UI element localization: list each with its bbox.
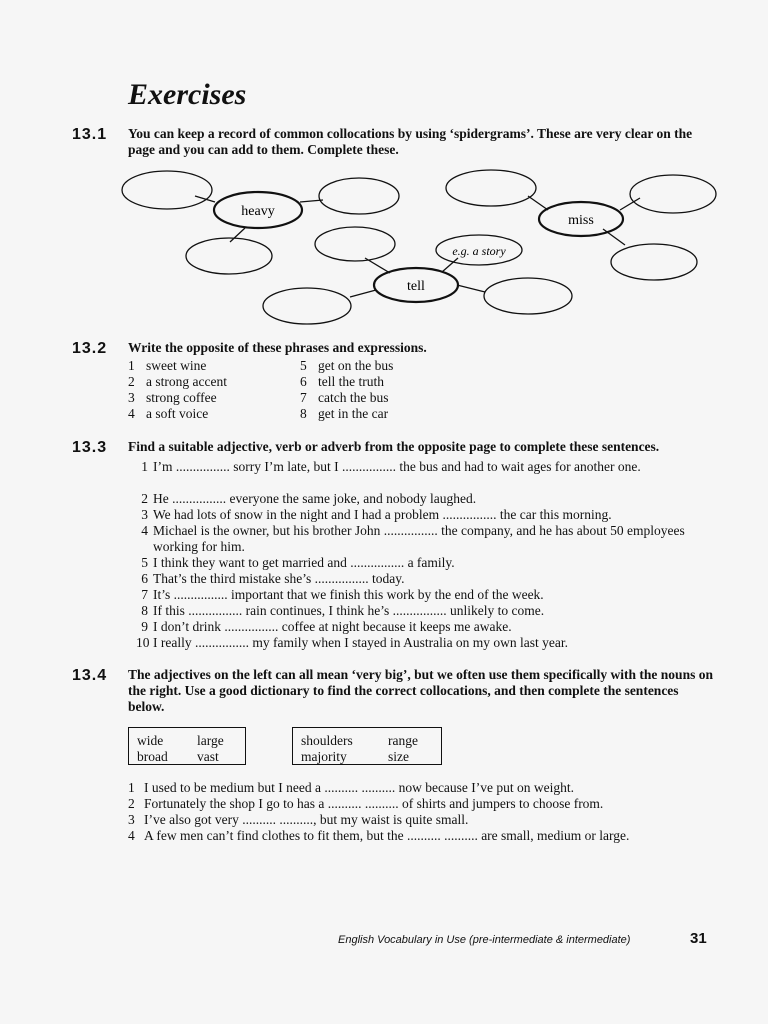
list-item: 3 strong coffee [128,390,217,405]
box-word: range [388,733,418,748]
box-word: shoulders [301,733,353,748]
blank-oval [484,278,572,314]
sentence-item: 3 We had lots of snow in the night and I had a problem ................ the car this morning. [141,507,612,522]
box-word: large [197,733,224,748]
sentence-item: 8 If this ................ rain continues, I think he’s ................ unlikely to come. [141,603,545,618]
sentence-item: 9 I don’t drink ................ coffee at night because it keeps me awake. [141,619,512,634]
list-item: 8 get in the car [300,406,389,421]
nouns-box [292,727,442,765]
exercise-13-4-instruction: The adjectives on the left can all mean ‘very big’, but we often use them specifically with the nouns on the right. Use a good dictionary to find the correct collocations, and then complete the sentences below. [128,667,713,714]
example-label: e.g. a story [452,244,506,258]
blank-oval [446,170,536,206]
exercise-number-13-2: 13.2 [72,340,108,357]
exercise-number-13-1: 13.1 [72,126,108,143]
exercise-13-3-instruction: Find a suitable adjective, verb or adverb from the opposite page to complete these sentences. [128,439,660,454]
box-word: broad [137,749,168,764]
spidergram-diagram [0,0,768,340]
sentence-item: 1 I’m ................ sorry I’m late, but I ................ the bus and had to wait ages for another one. [141,459,641,474]
box-word: wide [137,733,164,748]
box-word: vast [197,749,219,764]
sentence-item: 5 I think they want to get married and ................ a family. [141,555,455,570]
sentence-item: 6 That’s the third mistake she’s ................ today. [141,571,405,586]
box-word: size [388,749,409,764]
blank-oval [315,227,395,261]
list-item: 2 a strong accent [128,374,227,389]
hub-label-miss: miss [568,213,594,228]
sentence-item: 3 I’ve also got very .......... .........., but my waist is quite small. [128,812,469,827]
sentence-item: 7 It’s ................ important that we finish this work by the end of the week. [141,587,544,602]
box-word: majority [301,749,347,764]
list-item: 7 catch the bus [300,390,389,405]
sentence-item: 4 Michael is the owner, but his brother John ................ the company, and he has about 50 employees working for him. [141,523,685,554]
sentence-item: 2 Fortunately the shop I go to has a .......... .......... of shirts and jumpers to choose from. [128,796,604,811]
list-item: 6 tell the truth [300,374,384,389]
book-title-footer: English Vocabulary in Use (pre-intermediate & intermediate) [338,934,631,946]
hub-label-tell: tell [407,279,425,294]
exercise-number-13-4: 13.4 [72,667,108,684]
page-number: 31 [690,930,707,947]
sentence-item: 1 I used to be medium but I need a .......... .......... now because I’ve put on weight. [128,780,575,795]
page-title: Exercises [128,78,247,111]
sentence-item: 4 A few men can’t find clothes to fit them, but the .......... .......... are small, medium or large. [128,828,630,843]
list-item: 5 get on the bus [300,358,394,373]
list-item: 4 a soft voice [128,406,209,421]
sentence-item: 10 I really ................ my family when I stayed in Australia on my own last year. [136,635,569,650]
blank-oval [611,244,697,280]
blank-oval [263,288,351,324]
list-item: 1 sweet wine [128,358,207,373]
blank-oval [319,178,399,214]
hub-label-heavy: heavy [241,204,275,219]
blank-oval [122,171,212,209]
adjectives-box [128,727,246,765]
exercise-13-1-instruction: You can keep a record of common collocations by using ‘spidergrams’. These are very clear on the page and you can add to them. Complete these. [128,126,693,157]
exercise-number-13-3: 13.3 [72,439,108,456]
blank-oval [630,175,716,213]
exercise-13-2-instruction: Write the opposite of these phrases and expressions. [128,340,427,355]
sentence-item: 2 He ................ everyone the same joke, and nobody laughed. [141,491,477,506]
blank-oval [186,238,272,274]
